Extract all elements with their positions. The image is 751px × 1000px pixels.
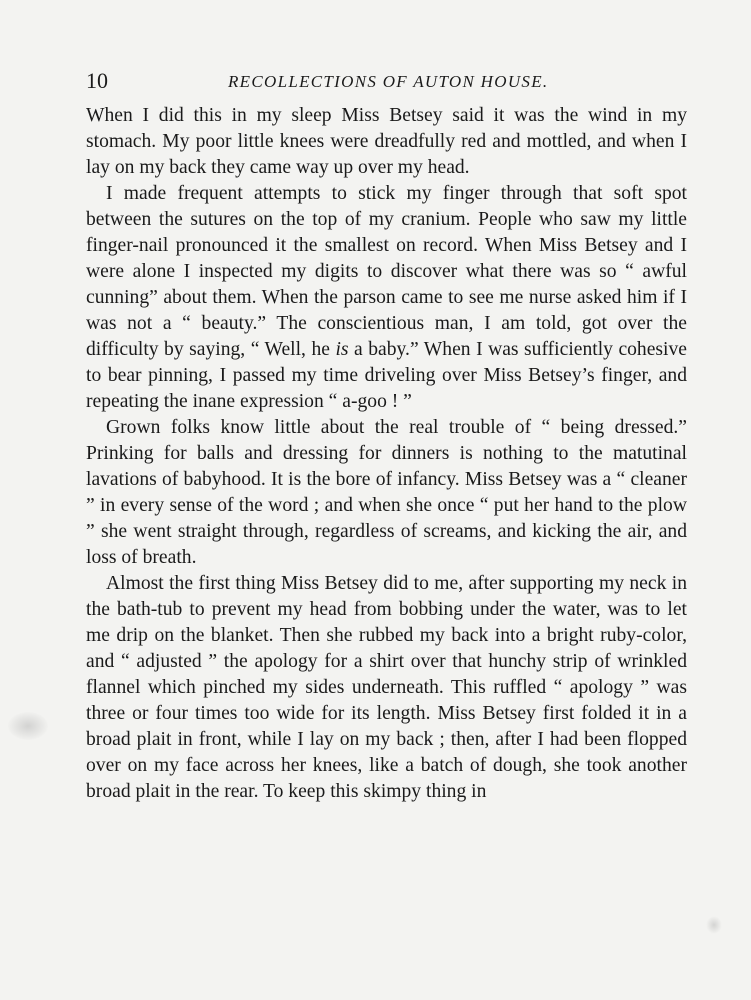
paper-blemish	[8, 712, 48, 740]
body-text	[86, 103, 687, 805]
paper-speck	[706, 916, 722, 934]
paragraph-2	[86, 181, 687, 415]
paragraph-2-italic: is	[335, 339, 349, 360]
paragraph-1: When I did this in my sleep Miss Betsey said it was the wind in my stomach. My poor little knees were dreadfully red and mottled, and when I lay on my back they came way up over my head.	[86, 105, 687, 178]
paragraph-4: Almost the first thing Miss Betsey did to me, after supporting my neck in the bath-tub to prevent my head from bobbing under the water, was to let me drip on the blanket. Then she rubbed my back into a bright ruby-color, and “ adjusted ” the apology for a shirt over that hunchy strip of wrinkled flannel which pinched my sides underneath. This ruffled “ apology ” was three or four times too wide for its length. Miss Betsey first folded it in a broad plait in front, while I lay on my back ; then, after I had been flopped over on my face across her knees, like a batch of dough, she took another broad plait in the rear. To keep this skimpy thing in	[86, 573, 687, 802]
paragraph-2-part-b: a baby.” When I was sufficiently cohesive to bear pinning, I passed my time driveling over Miss Betsey’s finger, and repeating the inane expression “ a-goo ! ”	[86, 339, 687, 412]
running-head: RECOLLECTIONS OF AUTON HOUSE.	[228, 72, 549, 91]
paragraph-2-part-a: I made frequent attempts to stick my finger through that soft spot between the sutures on the top of my cranium. People who saw my little finger-nail pronounced it the smallest on record. When Miss Betsey and I were alone I inspected my digits to discover what there was so “ awful cunning” about them. When the parson came to see me nurse asked him if I was not a “ beauty.” The conscientious man, I am told, got over the difficulty by saying, “ Well, he	[86, 183, 687, 360]
page-number: 10	[86, 68, 108, 93]
paragraph-3: Grown folks know little about the real trouble of “ being dressed.” Prinking for balls and dressing for dinners is nothing to the matutinal lavations of babyhood. It is the bore of infancy. Miss Betsey was a “ cleaner ” in every sense of the word ; and when she once “ put her hand to the plow ” she went straight through, regardless of screams, and kicking the air, and loss of breath.	[86, 417, 687, 568]
page-header	[86, 66, 686, 96]
